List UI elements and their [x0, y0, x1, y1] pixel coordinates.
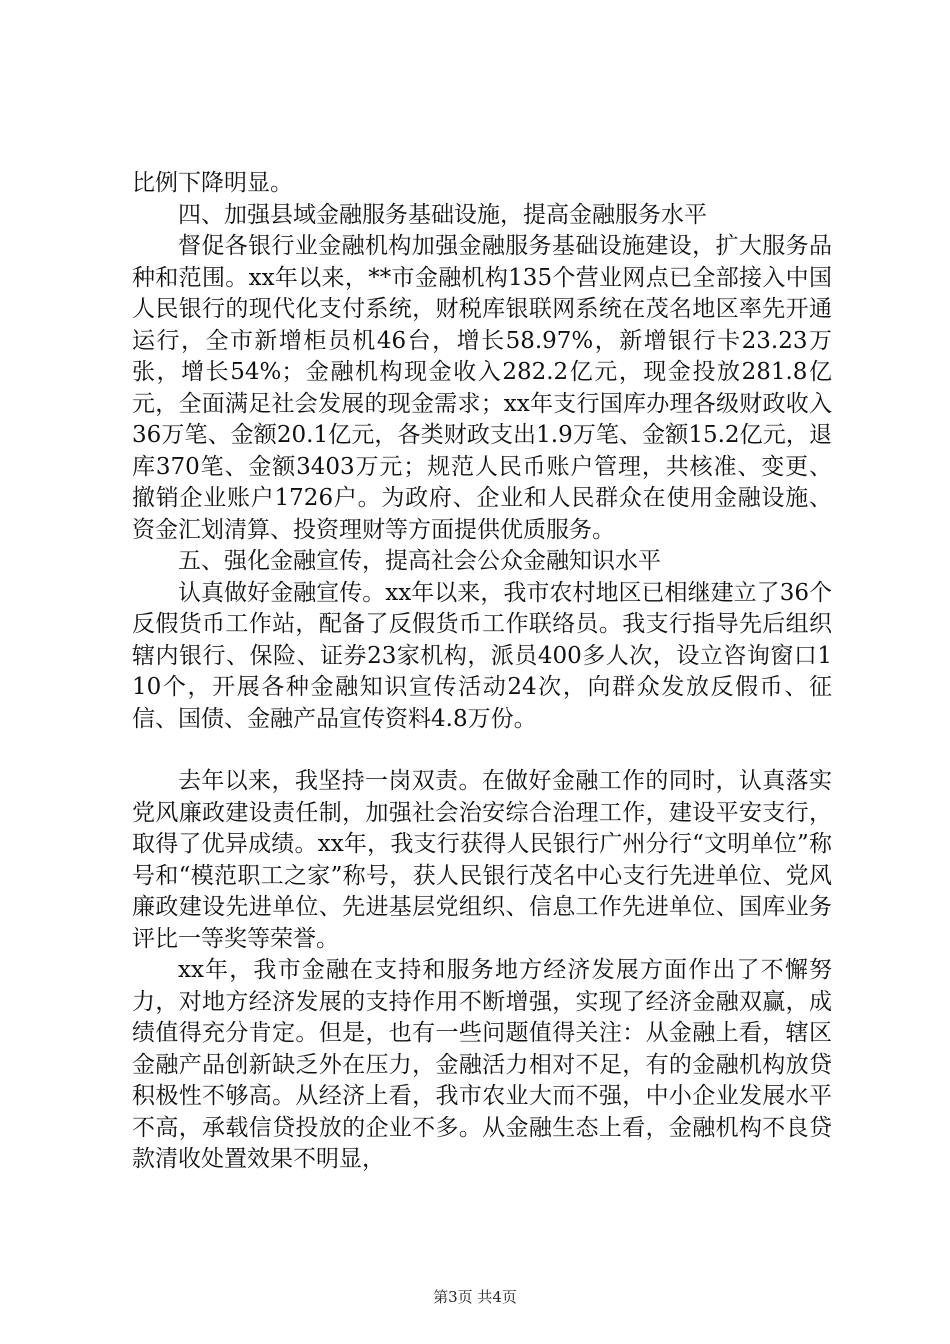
page-footer: 第3页 共4页	[433, 1288, 517, 1306]
paragraph-infrastructure: 督促各银行业金融机构加强金融服务基础设施建设，扩大服务品种和范围。xx年以来，**市金融机构135个营业网点已全部接入中国人民银行的现代化支付系统，财税库银联网系统在茂名地区率先开通运行，全市新增柜员机46台，增长58.97%，新增银行卡23.23万张，增长54%；金融机构现金收入282.2亿元，现金投放281.8亿元，全面满足社会发展的现金需求；xx年支行国库办理各级财政收入36万笔、金额20.1亿元，各类财政支出1.9万笔、金额15.2亿元，退库370笔、金额3403万元；规范人民币账户管理，共核准、变更、撤销企业账户1726户。为政府、企业和人民群众在使用金融设施、资金汇划清算、投资理财等方面提供优质服务。	[132, 233, 832, 543]
text-block-lower	[132, 766, 832, 1176]
paragraph-publicity: 认真做好金融宣传。xx年以来，我市农村地区已相继建立了36个反假货币工作站，配备了反假货币工作联络员。我支行指导先后组织辖内银行、保险、证券23家机构，派员400多人次，设立咨询窗口110个，开展各种金融知识宣传活动24次，向群众发放反假币、征信、国债、金融产品宣传资料4.8万份。	[132, 579, 832, 732]
paragraph-continuation: 比例下降明显。	[132, 170, 293, 196]
paragraph-responsibility: 去年以来，我坚持一岗双责。在做好金融工作的同时，认真落实党风廉政建设责任制，加强社会治安综合治理工作，建设平安支行，取得了优异成绩。xx年，我支行获得人民银行广州分行“文明单位”称号和“模范职工之家”称号，获人民银行茂名中心支行先进单位、党风廉政建设先进单位、先进基层党组织、信息工作先进单位、国库业务评比一等奖等荣誉。	[132, 768, 832, 952]
section-heading-4: 四、加强县域金融服务基础设施，提高金融服务水平	[178, 201, 707, 228]
paragraph-summary: xx年，我市金融在支持和服务地方经济发展方面作出了不懈努力，对地方经济发展的支持作用不断增强，实现了经济金融双赢，成绩值得充分肯定。但是，也有一些问题值得关注：从金融上看，辖区金融产品创新缺乏外在压力，金融活力相对不足，有的金融机构放贷积极性不够高。从经济上看，我市农业大而不强，中小企业发展水平不高，承载信贷投放的企业不多。从金融生态上看，金融机构不良贷款清收处置效果不明显，	[132, 957, 832, 1172]
section-heading-5: 五、强化金融宣传，提高社会公众金融知识水平	[178, 548, 661, 574]
text-block-upper	[132, 168, 832, 735]
